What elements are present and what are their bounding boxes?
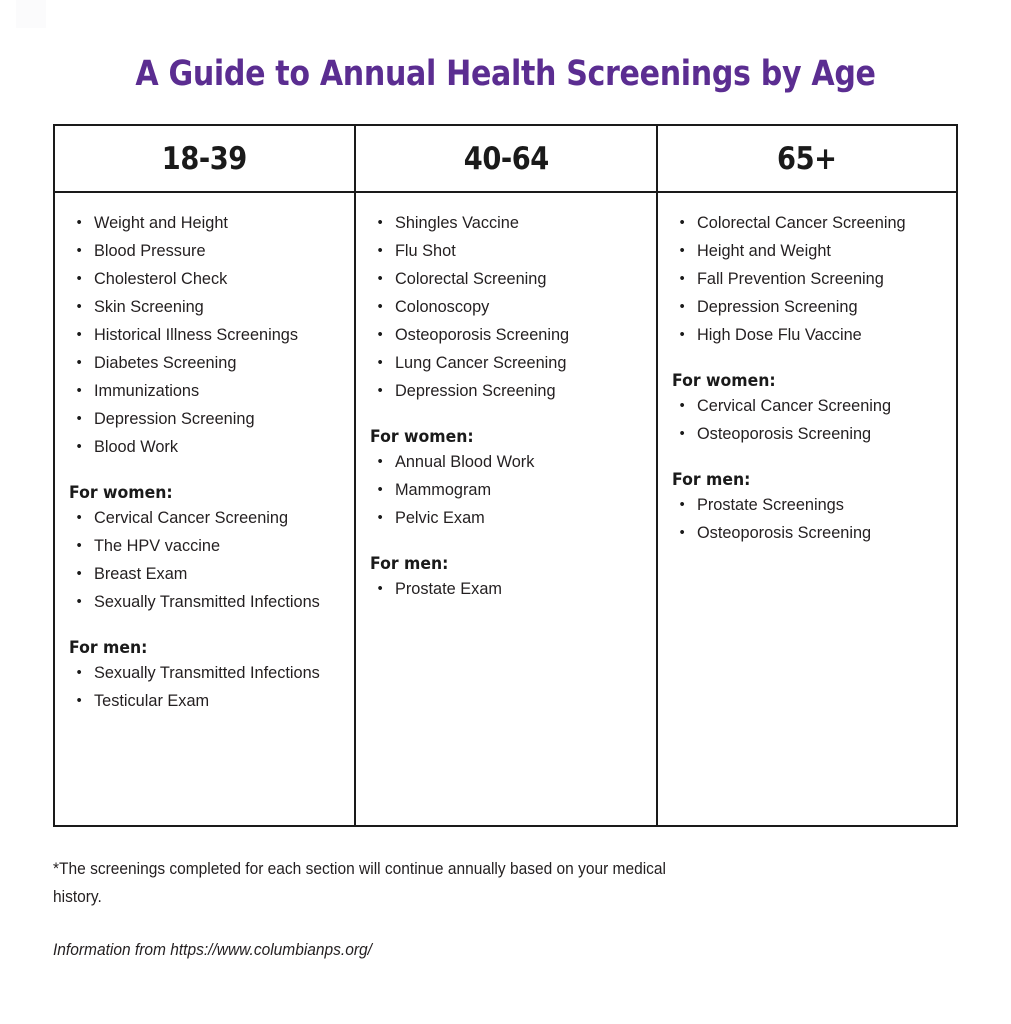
footnote-text: *The screenings completed for each section will continue annually based on your medical history. <box>53 860 666 906</box>
list-item: • Depression Screening <box>69 405 329 433</box>
list-item: • Osteoporosis Screening <box>370 321 631 349</box>
list-item: • Colorectal Screening <box>370 265 631 293</box>
list-item: • Osteoporosis Screening <box>672 519 931 547</box>
column-header-40-64 <box>354 126 656 191</box>
column-body-18-39 <box>55 193 354 825</box>
list-item: • Historical Illness Screenings <box>69 321 329 349</box>
list-item: • Sexually Transmitted Infections <box>69 588 329 616</box>
list-item: • Cervical Cancer Screening <box>69 504 329 532</box>
screening-list-women <box>672 392 942 448</box>
attribution-text: Information from https://www.columbianps.org/ <box>53 941 372 959</box>
screenings-table <box>53 124 958 827</box>
group-heading-men: For men: <box>69 638 148 657</box>
group-heading-women: For women: <box>370 427 474 446</box>
list-item: • Testicular Exam <box>69 687 329 715</box>
column-header-label: 40-64 <box>463 140 549 177</box>
list-item: • The HPV vaccine <box>69 532 329 560</box>
list-item: • Annual Blood Work <box>370 448 631 476</box>
list-item: • Fall Prevention Screening <box>672 265 931 293</box>
table-body-row <box>55 193 956 825</box>
column-header-18-39 <box>55 126 354 191</box>
list-item: • Flu Shot <box>370 237 631 265</box>
list-item: • Prostate Screenings <box>672 491 931 519</box>
list-item: • Depression Screening <box>370 377 631 405</box>
screening-list-men <box>370 575 642 603</box>
list-item: • Pelvic Exam <box>370 504 631 532</box>
group-heading-men: For men: <box>672 470 751 489</box>
column-body-40-64 <box>354 193 656 825</box>
list-item: • Cervical Cancer Screening <box>672 392 931 420</box>
page-title: A Guide to Annual Health Screenings by Age <box>135 54 876 94</box>
list-item: • Colonoscopy <box>370 293 631 321</box>
table-header-row <box>55 126 956 193</box>
list-item: • Blood Work <box>69 433 329 461</box>
list-item: • High Dose Flu Vaccine <box>672 321 931 349</box>
screening-list-general <box>672 209 942 349</box>
list-item: • Skin Screening <box>69 293 329 321</box>
list-item: • Lung Cancer Screening <box>370 349 631 377</box>
list-item: • Depression Screening <box>672 293 931 321</box>
column-header-65-plus <box>656 126 956 191</box>
column-header-label: 65+ <box>777 140 837 177</box>
screening-list-men <box>69 659 340 715</box>
list-item: • Colorectal Cancer Screening <box>672 209 931 237</box>
list-item: • Immunizations <box>69 377 329 405</box>
screening-list-general <box>69 209 340 461</box>
list-item: • Cholesterol Check <box>69 265 329 293</box>
screening-list-general <box>370 209 642 405</box>
list-item: • Prostate Exam <box>370 575 631 603</box>
corner-artifact <box>16 0 46 28</box>
list-item: • Mammogram <box>370 476 631 504</box>
screening-list-women <box>69 504 340 616</box>
list-item: • Blood Pressure <box>69 237 329 265</box>
screening-list-women <box>370 448 642 532</box>
screening-list-men <box>672 491 942 547</box>
list-item: • Diabetes Screening <box>69 349 329 377</box>
column-body-65-plus <box>656 193 956 825</box>
list-item: • Height and Weight <box>672 237 931 265</box>
group-heading-women: For women: <box>69 483 173 502</box>
group-heading-men: For men: <box>370 554 449 573</box>
column-header-label: 18-39 <box>161 140 248 177</box>
list-item: • Weight and Height <box>69 209 329 237</box>
list-item: • Sexually Transmitted Infections <box>69 659 329 687</box>
list-item: • Breast Exam <box>69 560 329 588</box>
list-item: • Shingles Vaccine <box>370 209 631 237</box>
list-item: • Osteoporosis Screening <box>672 420 931 448</box>
group-heading-women: For women: <box>672 371 776 390</box>
